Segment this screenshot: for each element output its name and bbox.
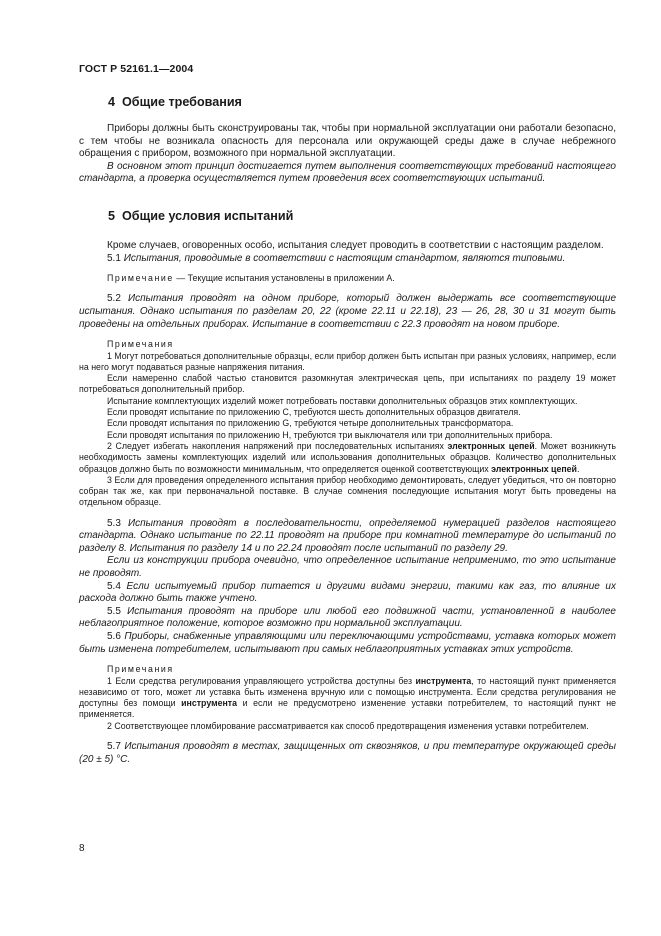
section-title: Общие требования [122,95,242,109]
note-item [79,676,616,721]
clause-text: Приборы, снабженные управляющими или переключающими устройствами, уставка которых может быть изменена потребителем, испытывают при самых неблагоприятных уставках этих устройств. [79,631,617,655]
clause-number: 5.7 [107,741,121,752]
notes-label: Примечания [107,664,174,675]
term: электронных цепей [447,440,535,451]
section-number: 5 [108,208,116,223]
clause-number: 5.5 [107,605,121,617]
section-4-heading [79,95,616,109]
paragraph: В основном этот принцип достигается путем выполнения соответствующих требований настоящего стандарта, а проверка осуществляется путем проведения всех соответствующих испытаний. [79,160,616,185]
note-item: Если проводят испытание по приложению С, требуются шесть дополнительных образцов двигателя. [107,407,521,418]
note-text: 1 Если средства регулирования управляющего устройства доступны без [107,675,416,686]
clause-5-2 [79,293,616,331]
clause-text: Испытания проводят на приборе или любой его подвижной части, установленной в наиболее неблагоприятное положение, которое возможно при нормальной эксплуатации. [79,605,616,630]
clause-5-1 [79,253,616,266]
clause-5-3 [79,518,616,556]
note-item: Если проводят испытания по приложению G, требуются четыре дополнительных трансформатора. [107,418,514,429]
clause-number: 5.4 [107,580,121,592]
note-text: — Текущие испытания установлены в приложении А. [173,273,395,284]
page-number: 8 [79,843,85,854]
notes-label: Примечания [107,339,174,350]
clause-number: 5.6 [107,631,121,643]
clause-5-5 [79,606,616,631]
section-number: 4 [108,95,116,109]
note-item: Если проводят испытания по приложению Н, требуются три выключателя или три дополнительных прибора. [107,429,553,440]
note-text: , то настоящий пункт применяется независимо от того, может ли уставка быть изменена вручную или с помощью инструмента. Если средства регулирования не доступны без помощи [79,675,616,709]
clause-text: Испытания проводят в местах, защищенных от сквозняков, и при температуре окружающей среды (20 ± 5) °С. [79,741,616,765]
note-text: 2 Следует избегать накопления напряжений при последовательных испытаниях [107,440,448,451]
note-item: 1 Могут потребоваться дополнительные образцы, если прибор должен быть испытан при разных условиях, например, если на него могут подаваться разные напряжения питания. [79,350,616,372]
clause-text: Испытания, проводимые в соответствии с настоящим стандартом, являются типовыми. [123,252,566,264]
clause-5-4 [79,581,616,606]
note-item [79,441,616,475]
clause-text: Если испытуемый прибор питается и другими видами энергии, такими как газ, то влияние их расхода должно быть также учтено. [79,580,616,605]
section-title: Общие условия испытаний [122,208,294,223]
paragraph: Приборы должны быть сконструированы так, чтобы при нормальной эксплуатации они работали безопасно, с тем чтобы не возникала опасность для персонала или окружающей среды даже в случае небрежного обращения с прибором, возможного при нормальной эксплуатации. [79,123,616,160]
clause-5-7 [79,741,616,766]
note-item: 3 Если для проведения определенного испытания прибор необходимо демонтировать, следует убедиться, что он повторно собран так же, как при первоначальной поставке. В случае сомнения последующие испытания могут быть проведены на отдельном образце. [79,474,616,508]
clause-number: 5.3 [107,517,121,529]
note-item: 2 Соответствующее пломбирование рассматривается как способ предотвращения изменения уставки потребителем. [107,720,589,731]
section-5-heading [79,209,616,223]
clause-text: Испытания проводят на одном приборе, который должен выдержать все соответствующие испытания. Однако испытания по разделам 20, 22 (кроме 22.11 и 22.18), 23 — 26, 28, 30 и 31 могут быть проведены на отдельных приборах. Испытание в соответствии с 22.3 проводят на новом приборе. [79,293,617,330]
note-item: Если намеренно слабой частью становится разомкнутая электрическая цепь, при испытаниях по разделу 19 может потребоваться дополнительный прибор. [79,373,616,395]
clause-5-6 [79,631,616,656]
paragraph: Если из конструкции прибора очевидно, что определенное испытание неприменимо, то это испытание не проводят. [79,555,616,580]
note-item: Испытание комплектующих изделий может потребовать поставки дополнительных образцов этих комплектующих. [107,395,578,406]
note [79,273,616,284]
note-label: Примечание [107,273,174,284]
note-text: и если не предусмотрено изменение уставки потребителем, то настоящий пункт не применяется. [79,698,616,720]
note-text: . [576,463,580,474]
clause-number: 5.2 [107,293,121,305]
clause-number: 5.1 [107,252,121,264]
document-body [79,92,616,766]
document-header: ГОСТ Р 52161.1—2004 [79,63,194,75]
term: электронных цепей [491,463,577,474]
paragraph: Кроме случаев, оговоренных особо, испытания следует проводить в соответствии с настоящим разделом. [107,239,604,251]
note-text: . Может возникнуть необходимость замены комплектующих изделий или использования дополнительных образцов. Количество дополнительных образцов должно быть по возможности минимальным, что определяется оценкой соответствующих [79,440,616,474]
term: инструмента [415,675,472,686]
term: инструмента [181,698,238,709]
clause-text: Испытания проводят в последовательности, определяемой нумерацией разделов настоящего стандарта. Однако испытание по 22.11 проводят на приборе при комнатной температуре до испытаний по разделу 8. Испытания по разделу 14 и по 22.24 проводят после испытаний по разделу 29. [79,517,616,554]
